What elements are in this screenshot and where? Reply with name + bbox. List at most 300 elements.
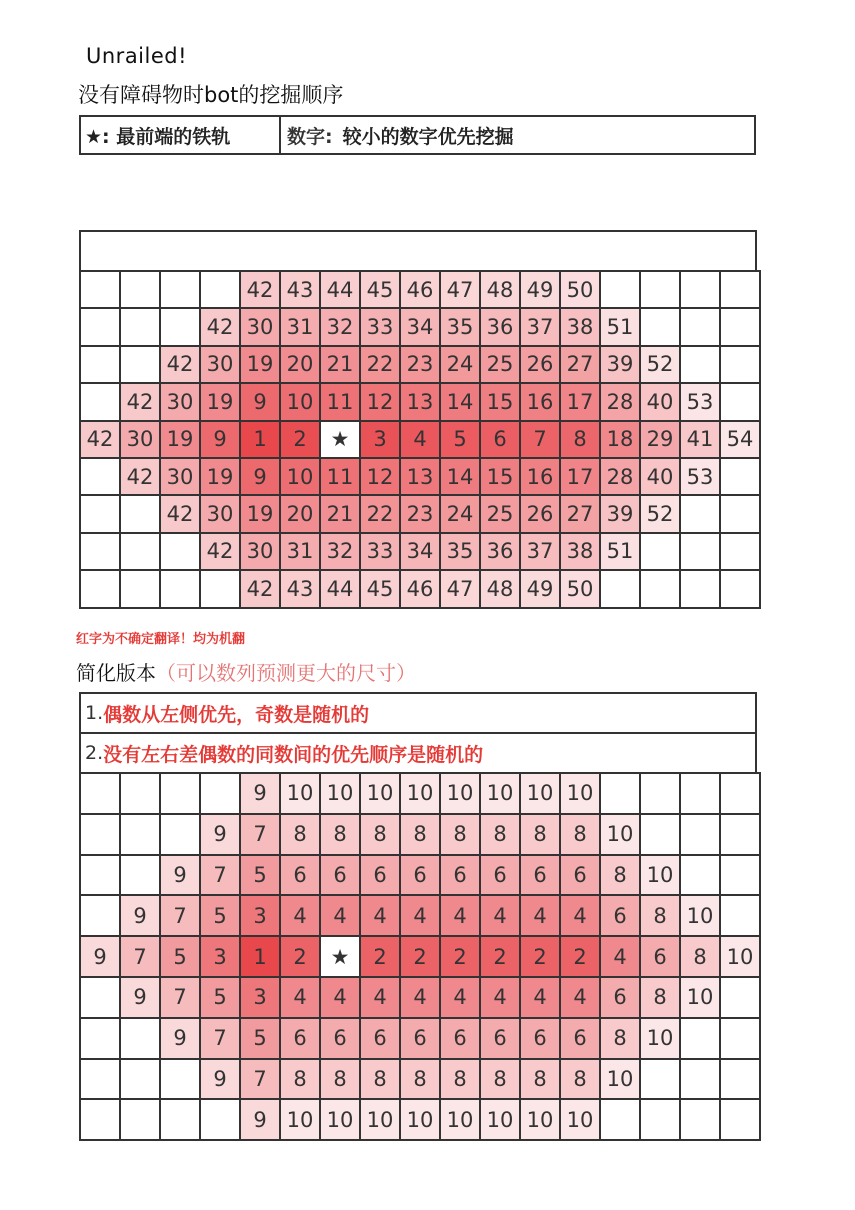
empty-cell xyxy=(680,346,720,383)
legend-number-text: 较小的数字优先挖掘 xyxy=(342,125,514,148)
order-cell: 8 xyxy=(560,814,600,855)
legend-star: ★: 最前端的铁轨 xyxy=(81,117,281,153)
order-cell: 20 xyxy=(280,346,320,383)
order-cell: 9 xyxy=(200,814,240,855)
empty-cell xyxy=(720,1059,760,1100)
order-cell: 10 xyxy=(600,1059,640,1100)
order-cell: 38 xyxy=(560,308,600,345)
order-cell: 34 xyxy=(400,308,440,345)
order-cell: 4 xyxy=(560,977,600,1018)
order-cell: 4 xyxy=(480,977,520,1018)
order-cell: 4 xyxy=(400,421,440,458)
order-cell: 7 xyxy=(520,421,560,458)
order-cell: 7 xyxy=(200,855,240,896)
legend-box xyxy=(79,115,756,155)
empty-cell xyxy=(640,308,680,345)
order-cell: 4 xyxy=(400,977,440,1018)
empty-cell xyxy=(640,814,680,855)
order-cell: 2 xyxy=(520,936,560,977)
simplified-table xyxy=(79,772,761,1141)
note-row-1 xyxy=(79,692,757,732)
order-cell: 29 xyxy=(640,421,680,458)
simplified-title xyxy=(76,657,416,686)
order-cell: 30 xyxy=(160,458,200,495)
order-cell: 6 xyxy=(440,855,480,896)
order-cell: 36 xyxy=(480,308,520,345)
order-cell: 5 xyxy=(160,936,200,977)
order-cell: 8 xyxy=(480,814,520,855)
empty-cell xyxy=(720,814,760,855)
order-cell: 8 xyxy=(480,1059,520,1100)
translation-note: 红字为不确定翻译！均为机翻 xyxy=(76,632,246,647)
empty-cell xyxy=(720,1099,760,1140)
order-cell: 9 xyxy=(240,458,280,495)
doc-subtitle: 没有障碍物时bot的挖掘顺序 xyxy=(78,83,344,107)
order-cell: 10 xyxy=(360,1099,400,1140)
order-cell: 6 xyxy=(400,1018,440,1059)
order-cell: 10 xyxy=(400,773,440,814)
order-cell: 2 xyxy=(280,936,320,977)
empty-cell xyxy=(720,308,760,345)
order-cell: 16 xyxy=(520,458,560,495)
order-cell: 24 xyxy=(440,346,480,383)
order-cell: 2 xyxy=(360,936,400,977)
empty-cell xyxy=(160,533,200,570)
order-cell: 9 xyxy=(120,977,160,1018)
empty-cell xyxy=(80,814,120,855)
empty-cell xyxy=(80,495,120,532)
order-cell: 51 xyxy=(600,533,640,570)
empty-cell xyxy=(720,271,760,308)
order-cell: 38 xyxy=(560,533,600,570)
order-cell: 54 xyxy=(720,421,760,458)
empty-cell xyxy=(120,570,160,607)
order-cell: 8 xyxy=(400,814,440,855)
star-cell: ★ xyxy=(320,421,360,458)
empty-cell xyxy=(640,570,680,607)
order-cell: 10 xyxy=(680,895,720,936)
empty-cell xyxy=(80,346,120,383)
order-cell: 8 xyxy=(600,1018,640,1059)
empty-cell xyxy=(600,773,640,814)
order-cell: 10 xyxy=(480,773,520,814)
order-cell: 2 xyxy=(560,936,600,977)
order-cell: 42 xyxy=(120,458,160,495)
order-cell: 19 xyxy=(200,458,240,495)
order-cell: 34 xyxy=(400,533,440,570)
order-cell: 31 xyxy=(280,308,320,345)
empty-cell xyxy=(80,855,120,896)
dig-order-grid xyxy=(79,230,761,609)
empty-cell xyxy=(80,383,120,420)
order-cell: 4 xyxy=(400,895,440,936)
empty-cell xyxy=(200,570,240,607)
empty-cell xyxy=(200,773,240,814)
order-cell: 6 xyxy=(600,977,640,1018)
order-cell: 6 xyxy=(280,1018,320,1059)
empty-cell xyxy=(720,495,760,532)
grid-row xyxy=(80,346,760,383)
grid-row xyxy=(80,855,760,896)
order-cell: 2 xyxy=(440,936,480,977)
order-cell: 42 xyxy=(160,346,200,383)
order-cell: 8 xyxy=(400,1059,440,1100)
order-cell: 42 xyxy=(240,570,280,607)
empty-cell xyxy=(680,271,720,308)
order-cell: 39 xyxy=(600,495,640,532)
empty-cell xyxy=(80,1018,120,1059)
empty-cell xyxy=(680,1099,720,1140)
order-cell: 37 xyxy=(520,533,560,570)
empty-cell xyxy=(120,271,160,308)
order-cell: 8 xyxy=(360,814,400,855)
order-cell: 4 xyxy=(320,977,360,1018)
order-cell: 8 xyxy=(440,814,480,855)
order-cell: 21 xyxy=(320,495,360,532)
order-cell: 10 xyxy=(320,1099,360,1140)
empty-cell xyxy=(80,308,120,345)
empty-cell xyxy=(120,855,160,896)
order-cell: 11 xyxy=(320,383,360,420)
empty-cell xyxy=(80,271,120,308)
order-cell: 5 xyxy=(200,895,240,936)
grid-row xyxy=(80,458,760,495)
grid-row xyxy=(80,936,760,977)
order-cell: 10 xyxy=(280,1099,320,1140)
empty-cell xyxy=(160,814,200,855)
order-cell: 13 xyxy=(400,383,440,420)
order-cell: 6 xyxy=(440,1018,480,1059)
empty-cell xyxy=(200,1099,240,1140)
empty-cell xyxy=(160,773,200,814)
order-cell: 4 xyxy=(320,895,360,936)
order-cell: 30 xyxy=(240,308,280,345)
order-cell: 6 xyxy=(520,855,560,896)
order-cell: 9 xyxy=(240,1099,280,1140)
order-cell: 10 xyxy=(680,977,720,1018)
order-cell: 30 xyxy=(200,346,240,383)
order-cell: 8 xyxy=(560,1059,600,1100)
order-cell: 10 xyxy=(560,773,600,814)
order-cell: 43 xyxy=(280,271,320,308)
order-cell: 7 xyxy=(240,1059,280,1100)
order-cell: 9 xyxy=(160,1018,200,1059)
order-cell: 6 xyxy=(600,895,640,936)
order-cell: 32 xyxy=(320,533,360,570)
order-cell: 15 xyxy=(480,458,520,495)
order-cell: 9 xyxy=(80,936,120,977)
order-cell: 2 xyxy=(280,421,320,458)
order-cell: 12 xyxy=(360,458,400,495)
order-cell: 1 xyxy=(240,421,280,458)
empty-cell xyxy=(80,1059,120,1100)
empty-cell xyxy=(120,1059,160,1100)
order-cell: 8 xyxy=(560,421,600,458)
order-cell: 35 xyxy=(440,533,480,570)
order-cell: 5 xyxy=(240,855,280,896)
order-cell: 8 xyxy=(280,814,320,855)
empty-cell xyxy=(640,271,680,308)
grid-row xyxy=(80,383,760,420)
empty-cell xyxy=(120,346,160,383)
note-2-text: 没有左右差偶数的同数间的优先顺序是随机的 xyxy=(103,743,484,766)
order-cell: 19 xyxy=(200,383,240,420)
order-cell: 9 xyxy=(200,1059,240,1100)
order-cell: 8 xyxy=(640,977,680,1018)
order-cell: 4 xyxy=(360,895,400,936)
order-cell: 3 xyxy=(200,936,240,977)
empty-cell xyxy=(120,308,160,345)
order-cell: 22 xyxy=(360,346,400,383)
order-cell: 4 xyxy=(560,895,600,936)
empty-cell xyxy=(120,533,160,570)
order-cell: 10 xyxy=(520,773,560,814)
order-cell: 10 xyxy=(280,383,320,420)
order-cell: 52 xyxy=(640,495,680,532)
order-cell: 46 xyxy=(400,271,440,308)
order-cell: 36 xyxy=(480,533,520,570)
grid-row xyxy=(80,1018,760,1059)
order-cell: 10 xyxy=(560,1099,600,1140)
empty-cell xyxy=(80,977,120,1018)
empty-cell xyxy=(640,533,680,570)
order-cell: 16 xyxy=(520,383,560,420)
empty-cell xyxy=(160,1059,200,1100)
grid-row xyxy=(80,495,760,532)
order-cell: 42 xyxy=(120,383,160,420)
star-cell: ★ xyxy=(320,936,360,977)
order-cell: 9 xyxy=(240,383,280,420)
grid-header-blank xyxy=(79,230,757,270)
order-cell: 48 xyxy=(480,271,520,308)
grid-row xyxy=(80,308,760,345)
order-cell: 7 xyxy=(120,936,160,977)
order-cell: 21 xyxy=(320,346,360,383)
order-cell: 10 xyxy=(520,1099,560,1140)
order-cell: 45 xyxy=(360,271,400,308)
order-cell: 6 xyxy=(480,855,520,896)
empty-cell xyxy=(160,1099,200,1140)
order-cell: 41 xyxy=(680,421,720,458)
order-cell: 50 xyxy=(560,271,600,308)
order-cell: 10 xyxy=(480,1099,520,1140)
order-cell: 27 xyxy=(560,346,600,383)
grid-row xyxy=(80,1099,760,1140)
order-cell: 8 xyxy=(280,1059,320,1100)
order-cell: 37 xyxy=(520,308,560,345)
order-cell: 17 xyxy=(560,458,600,495)
empty-cell xyxy=(160,570,200,607)
empty-cell xyxy=(720,458,760,495)
order-cell: 19 xyxy=(240,495,280,532)
order-cell: 24 xyxy=(440,495,480,532)
empty-cell xyxy=(720,773,760,814)
legend-number-label: 数字: xyxy=(287,125,333,148)
order-cell: 53 xyxy=(680,458,720,495)
order-cell: 6 xyxy=(280,855,320,896)
order-cell: 25 xyxy=(480,346,520,383)
order-cell: 8 xyxy=(640,895,680,936)
note-row-2 xyxy=(79,732,757,772)
grid-row xyxy=(80,421,760,458)
order-cell: 8 xyxy=(520,1059,560,1100)
order-cell: 4 xyxy=(280,895,320,936)
order-cell: 3 xyxy=(240,895,280,936)
order-cell: 4 xyxy=(360,977,400,1018)
empty-cell xyxy=(640,1099,680,1140)
order-cell: 42 xyxy=(200,308,240,345)
order-cell: 14 xyxy=(440,383,480,420)
order-cell: 53 xyxy=(680,383,720,420)
empty-cell xyxy=(80,1099,120,1140)
empty-cell xyxy=(160,271,200,308)
order-cell: 18 xyxy=(600,421,640,458)
order-cell: 45 xyxy=(360,570,400,607)
order-cell: 4 xyxy=(520,977,560,1018)
note-2-number: 2. xyxy=(85,742,104,764)
order-cell: 50 xyxy=(560,570,600,607)
legend-number xyxy=(281,117,754,153)
order-cell: 28 xyxy=(600,383,640,420)
order-cell: 6 xyxy=(320,855,360,896)
order-cell: 10 xyxy=(360,773,400,814)
order-cell: 9 xyxy=(240,773,280,814)
order-cell: 52 xyxy=(640,346,680,383)
order-cell: 44 xyxy=(320,570,360,607)
empty-cell xyxy=(600,1099,640,1140)
order-cell: 13 xyxy=(400,458,440,495)
order-cell: 30 xyxy=(120,421,160,458)
order-cell: 6 xyxy=(520,1018,560,1059)
order-cell: 6 xyxy=(320,1018,360,1059)
order-cell: 39 xyxy=(600,346,640,383)
order-cell: 35 xyxy=(440,308,480,345)
empty-cell xyxy=(80,570,120,607)
order-cell: 6 xyxy=(400,855,440,896)
order-cell: 10 xyxy=(280,773,320,814)
order-cell: 3 xyxy=(240,977,280,1018)
order-cell: 14 xyxy=(440,458,480,495)
order-cell: 8 xyxy=(600,855,640,896)
order-cell: 30 xyxy=(200,495,240,532)
empty-cell xyxy=(80,533,120,570)
order-cell: 19 xyxy=(240,346,280,383)
grid-row xyxy=(80,1059,760,1100)
order-cell: 9 xyxy=(120,895,160,936)
empty-cell xyxy=(720,570,760,607)
grid-row xyxy=(80,895,760,936)
order-cell: 31 xyxy=(280,533,320,570)
order-cell: 42 xyxy=(200,533,240,570)
order-cell: 40 xyxy=(640,458,680,495)
empty-cell xyxy=(680,1018,720,1059)
order-cell: 33 xyxy=(360,308,400,345)
order-cell: 5 xyxy=(240,1018,280,1059)
order-cell: 26 xyxy=(520,346,560,383)
order-cell: 49 xyxy=(520,570,560,607)
grid-row xyxy=(80,773,760,814)
empty-cell xyxy=(640,773,680,814)
empty-cell xyxy=(120,814,160,855)
grid-row xyxy=(80,814,760,855)
empty-cell xyxy=(720,895,760,936)
order-cell: 4 xyxy=(440,895,480,936)
order-cell: 43 xyxy=(280,570,320,607)
order-cell: 20 xyxy=(280,495,320,532)
order-cell: 8 xyxy=(320,1059,360,1100)
order-cell: 8 xyxy=(520,814,560,855)
order-cell: 4 xyxy=(440,977,480,1018)
empty-cell xyxy=(600,570,640,607)
order-cell: 8 xyxy=(360,1059,400,1100)
order-cell: 32 xyxy=(320,308,360,345)
empty-cell xyxy=(600,271,640,308)
empty-cell xyxy=(200,271,240,308)
empty-cell xyxy=(680,308,720,345)
grid-row xyxy=(80,977,760,1018)
empty-cell xyxy=(680,773,720,814)
empty-cell xyxy=(720,533,760,570)
order-cell: 44 xyxy=(320,271,360,308)
order-cell: 4 xyxy=(600,936,640,977)
note-1-text: 偶数从左侧优先，奇数是随机的 xyxy=(103,703,370,726)
order-cell: 48 xyxy=(480,570,520,607)
order-cell: 6 xyxy=(360,855,400,896)
simplified-grid xyxy=(79,692,761,1141)
order-cell: 49 xyxy=(520,271,560,308)
order-cell: 1 xyxy=(240,936,280,977)
order-cell: 7 xyxy=(160,895,200,936)
order-cell: 40 xyxy=(640,383,680,420)
order-cell: 17 xyxy=(560,383,600,420)
order-cell: 5 xyxy=(200,977,240,1018)
order-cell: 6 xyxy=(480,1018,520,1059)
empty-cell xyxy=(120,1099,160,1140)
order-cell: 4 xyxy=(280,977,320,1018)
order-cell: 27 xyxy=(560,495,600,532)
order-cell: 23 xyxy=(400,495,440,532)
order-cell: 42 xyxy=(240,271,280,308)
empty-cell xyxy=(120,773,160,814)
grid-row xyxy=(80,271,760,308)
doc-title: Unrailed! xyxy=(86,44,188,68)
order-cell: 10 xyxy=(640,855,680,896)
order-cell: 30 xyxy=(160,383,200,420)
empty-cell xyxy=(80,895,120,936)
order-cell: 10 xyxy=(440,1099,480,1140)
order-cell: 9 xyxy=(200,421,240,458)
order-cell: 30 xyxy=(240,533,280,570)
order-cell: 22 xyxy=(360,495,400,532)
order-cell: 42 xyxy=(80,421,120,458)
empty-cell xyxy=(720,1018,760,1059)
order-cell: 9 xyxy=(160,855,200,896)
order-cell: 8 xyxy=(440,1059,480,1100)
empty-cell xyxy=(640,1059,680,1100)
order-cell: 10 xyxy=(280,458,320,495)
order-cell: 7 xyxy=(200,1018,240,1059)
order-cell: 5 xyxy=(440,421,480,458)
empty-cell xyxy=(680,1059,720,1100)
order-cell: 46 xyxy=(400,570,440,607)
empty-cell xyxy=(160,308,200,345)
empty-cell xyxy=(80,458,120,495)
order-cell: 7 xyxy=(240,814,280,855)
empty-cell xyxy=(680,855,720,896)
order-cell: 28 xyxy=(600,458,640,495)
order-cell: 2 xyxy=(400,936,440,977)
empty-cell xyxy=(680,570,720,607)
